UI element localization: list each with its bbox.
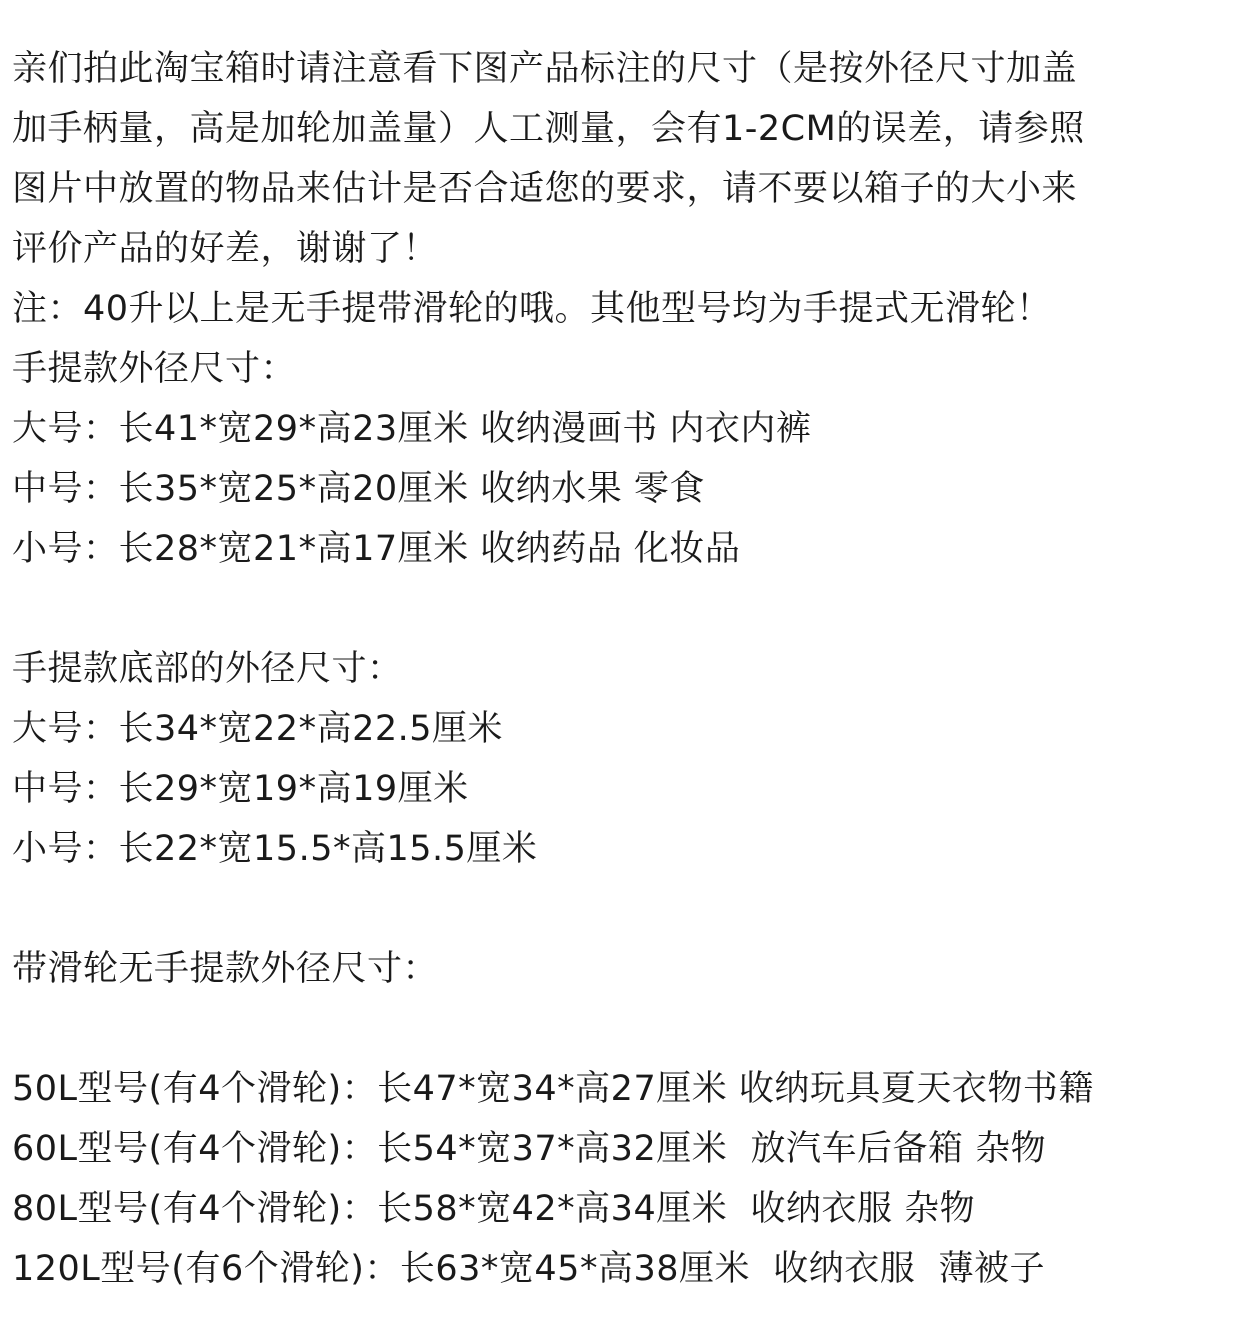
wheel-note: 注：40升以上是无手提带滑轮的哦。其他型号均为手提式无滑轮！	[12, 289, 1052, 329]
handle-outer-row-small: 小号：长28*宽21*高17厘米 收纳药品 化妆品	[12, 529, 741, 569]
notice-line-3: 图片中放置的物品来估计是否合适您的要求，请不要以箱子的大小来	[12, 169, 1078, 209]
handle-outer-heading: 手提款外径尺寸：	[12, 349, 297, 389]
wheeled-row-50l: 50L型号(有4个滑轮)：长47*宽34*高27厘米 收纳玩具夏天衣物书籍	[12, 1069, 1094, 1109]
notice-line-2: 加手柄量，高是加轮加盖量）人工测量，会有1-2CM的误差，请参照	[12, 109, 1085, 149]
handle-bottom-row-large: 大号：长34*宽22*高22.5厘米	[12, 709, 504, 749]
notice-line-4: 评价产品的好差，谢谢了！	[12, 229, 439, 269]
notice-line-1: 亲们拍此淘宝箱时请注意看下图产品标注的尺寸（是按外径尺寸加盖	[12, 49, 1078, 89]
handle-bottom-row-medium: 中号：长29*宽19*高19厘米	[12, 769, 469, 809]
wheeled-row-80l: 80L型号(有4个滑轮)：长58*宽42*高34厘米 收纳衣服 杂物	[12, 1189, 976, 1229]
handle-bottom-heading: 手提款底部的外径尺寸：	[12, 649, 403, 689]
wheeled-row-60l: 60L型号(有4个滑轮)：长54*宽37*高32厘米 放汽车后备箱 杂物	[12, 1129, 1047, 1169]
handle-bottom-row-small: 小号：长22*宽15.5*高15.5厘米	[12, 829, 538, 869]
wheeled-row-120l: 120L型号(有6个滑轮)：长63*宽45*高38厘米 收纳衣服 薄被子	[12, 1249, 1045, 1289]
wheeled-heading: 带滑轮无手提款外径尺寸：	[12, 949, 439, 989]
handle-outer-row-medium: 中号：长35*宽25*高20厘米 收纳水果 零食	[12, 469, 705, 509]
handle-outer-row-large: 大号：长41*宽29*高23厘米 收纳漫画书 内衣内裤	[12, 409, 812, 449]
